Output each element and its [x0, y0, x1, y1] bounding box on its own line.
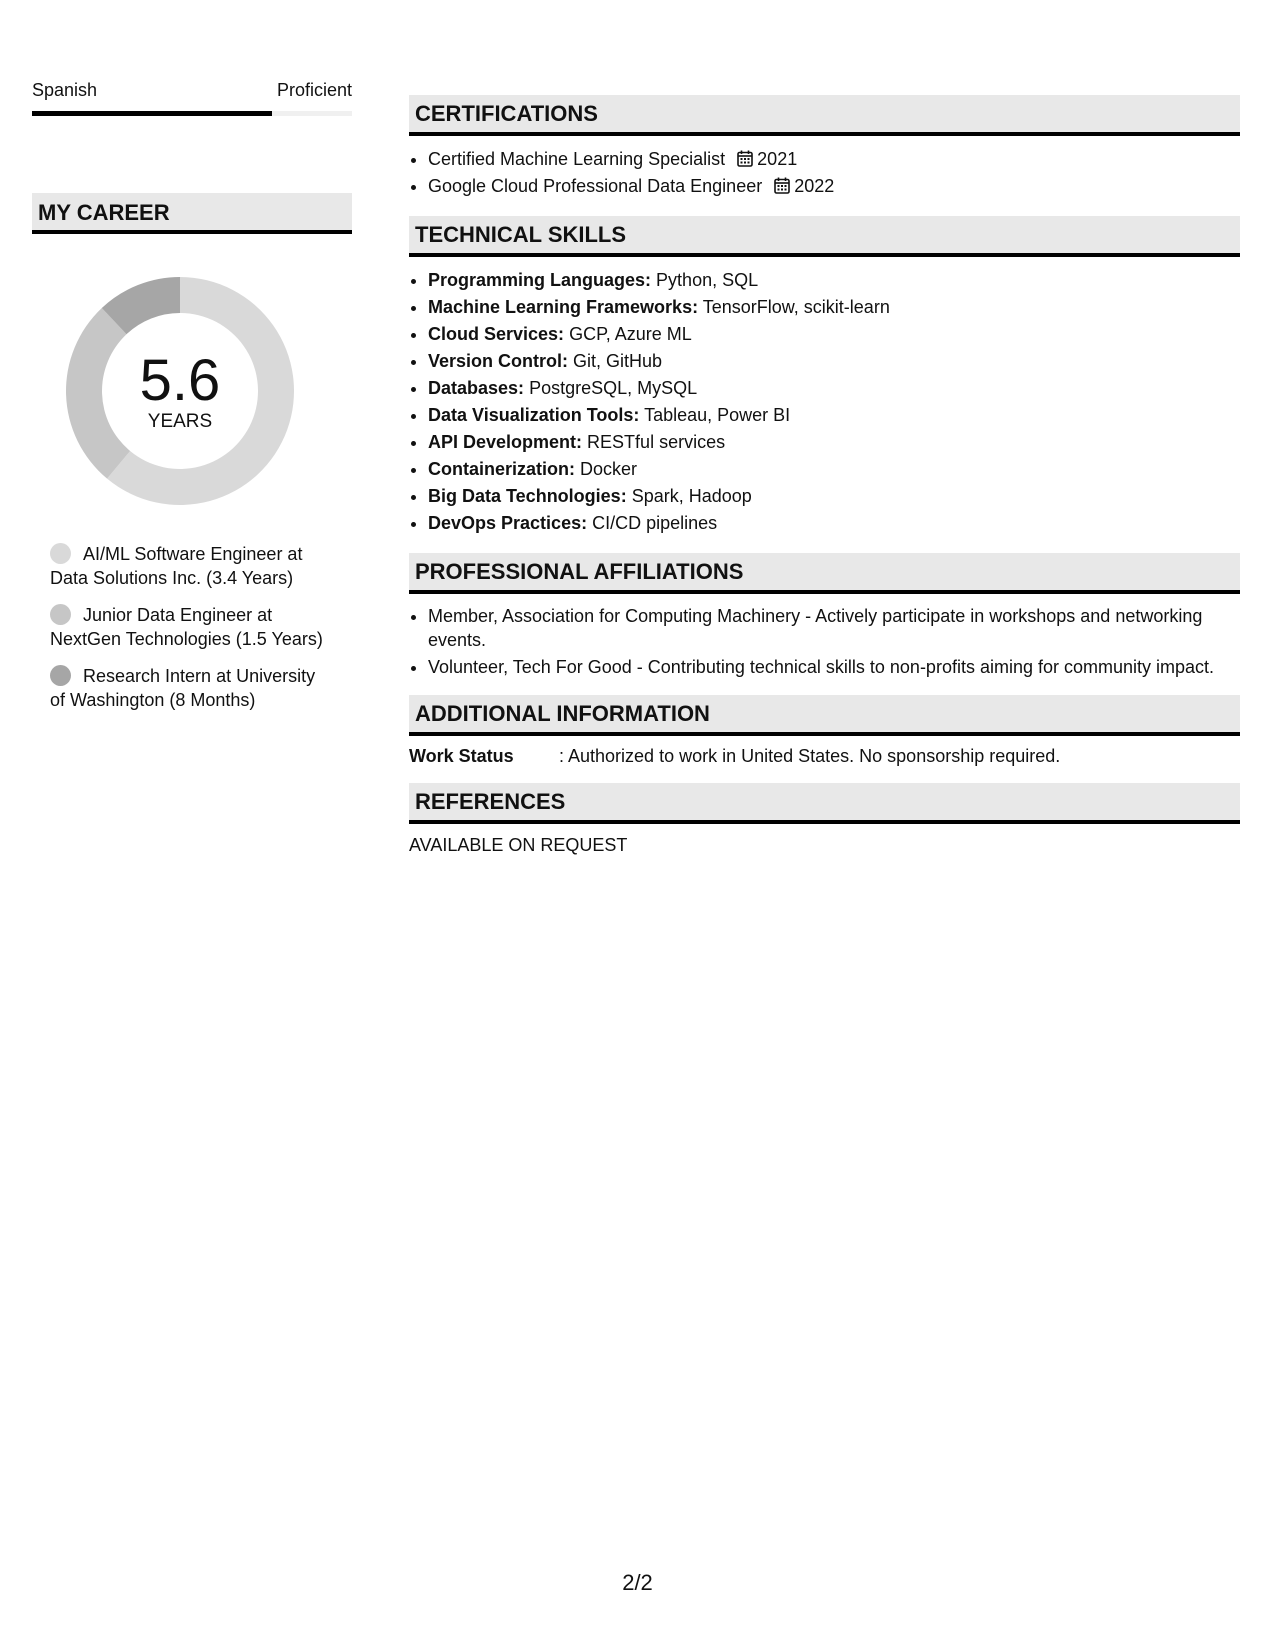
certification-item: [428, 173, 1240, 200]
legend-dot: [50, 604, 71, 625]
skill-value: Git, GitHub: [573, 351, 663, 371]
language-proficiency-bar: [32, 111, 352, 116]
language-name: Spanish: [32, 80, 98, 100]
skill-label: Containerization:: [428, 459, 575, 479]
skill-item: [428, 402, 1240, 429]
page-number: 2/2: [622, 1570, 653, 1595]
skill-value: Spark, Hadoop: [631, 486, 752, 506]
skill-label: DevOps Practices:: [428, 513, 588, 533]
skill-label: Big Data Technologies:: [428, 486, 627, 506]
language-level: Proficient: [276, 80, 352, 100]
technical-skills-heading: TECHNICAL SKILLS: [415, 222, 627, 247]
certification-name: Certified Machine Learning Specialist: [428, 149, 726, 169]
skill-label: Machine Learning Frameworks:: [428, 297, 699, 317]
certifications-header: [409, 95, 1240, 136]
skill-item: [428, 429, 1240, 456]
technical-skills-header: [409, 216, 1240, 257]
skill-value: Python, SQL: [656, 270, 759, 290]
skill-value: Docker: [580, 459, 638, 479]
affiliation-item: • Volunteer, Tech For Good - Contributing technical skills to non-profits aiming for community impact.: [428, 655, 1240, 679]
skill-value: RESTful services: [587, 432, 726, 452]
certification-year: 2022: [794, 176, 835, 196]
certifications-list: [409, 146, 1240, 200]
certifications-heading: CERTIFICATIONS: [415, 101, 598, 126]
legend-dot: [50, 665, 71, 686]
language-row: [32, 78, 352, 102]
skill-value: CI/CD pipelines: [592, 513, 718, 533]
right-column: [409, 95, 1240, 857]
affiliations-list: [409, 604, 1240, 679]
skill-value: GCP, Azure ML: [569, 324, 692, 344]
language-proficiency-fill: [32, 111, 272, 116]
calendar-icon: [774, 177, 790, 194]
legend-dot: [50, 543, 71, 564]
donut-center: [66, 277, 294, 505]
career-legend: [50, 542, 335, 712]
technical-skills-list: [409, 267, 1240, 537]
skill-label: API Development:: [428, 432, 583, 452]
work-status-value: : Authorized to work in United States. No sponsorship required.: [559, 746, 1061, 766]
certification-item: [428, 146, 1240, 173]
affiliation-item: • Member, Association for Computing Machinery - Actively participate in workshops and networking events.: [428, 604, 1240, 652]
additional-info-heading: ADDITIONAL INFORMATION: [415, 701, 710, 726]
career-heading: MY CAREER: [38, 200, 170, 225]
career-item: [50, 603, 335, 651]
career-item-label: AI/ML Software Engineer at Data Solutions Inc. (3.4 Years): [50, 544, 303, 588]
left-column: [32, 78, 352, 725]
skill-item: [428, 510, 1240, 537]
affiliations-heading: PROFESSIONAL AFFILIATIONS: [415, 559, 744, 584]
career-total-unit: YEARS: [147, 411, 213, 432]
skill-value: Tableau, Power BI: [644, 405, 791, 425]
skill-item: [428, 294, 1240, 321]
career-section-header: [32, 193, 352, 234]
skill-label: Cloud Services:: [428, 324, 565, 344]
career-item-label: Research Intern at University of Washington (8 Months): [50, 666, 316, 710]
career-donut-chart: [66, 277, 294, 505]
career-item: [50, 542, 335, 590]
career-total-value: 5.6: [139, 348, 221, 413]
skill-item: [428, 456, 1240, 483]
work-status-label: Work Status: [409, 746, 514, 766]
references-header: [409, 783, 1240, 824]
work-status-row: [409, 744, 1240, 768]
calendar-icon: [737, 150, 753, 167]
skill-item: [428, 375, 1240, 402]
references-text: AVAILABLE ON REQUEST: [409, 835, 628, 855]
skill-label: Databases:: [428, 378, 525, 398]
skill-label: Data Visualization Tools:: [428, 405, 640, 425]
skill-label: Programming Languages:: [428, 270, 652, 290]
additional-info-header: [409, 695, 1240, 736]
certification-name: Google Cloud Professional Data Engineer: [428, 176, 763, 196]
skill-item: [428, 483, 1240, 510]
career-item-label: Junior Data Engineer at NextGen Technologies (1.5 Years): [50, 605, 323, 649]
skill-label: Version Control:: [428, 351, 569, 371]
skill-item: [428, 348, 1240, 375]
skill-item: [428, 321, 1240, 348]
references-heading: REFERENCES: [415, 789, 566, 814]
skill-value: PostgreSQL, MySQL: [529, 378, 698, 398]
certification-year: 2021: [757, 149, 798, 169]
career-item: [50, 664, 335, 712]
skill-item: [428, 267, 1240, 294]
skill-value: TensorFlow, scikit-learn: [702, 297, 890, 317]
affiliations-header: [409, 553, 1240, 594]
